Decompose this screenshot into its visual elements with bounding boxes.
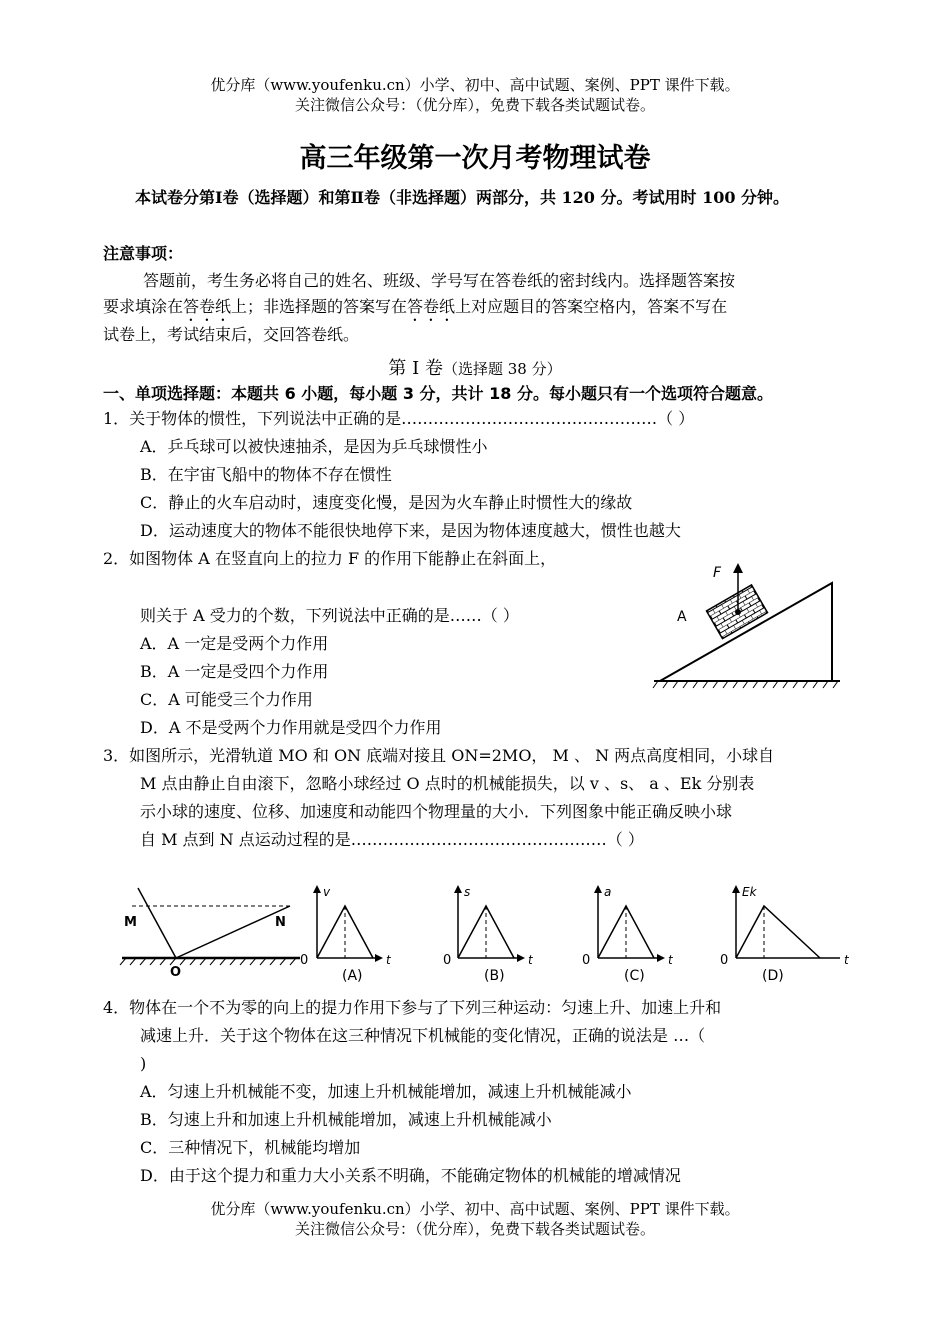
- section-title: 第 I 卷: [388, 358, 443, 379]
- graph-d-t-label: t: [844, 953, 849, 967]
- q4-option-d: D．由于这个提力和重力大小关系不明确，不能确定物体的机械能的增减情况: [140, 1166, 681, 1185]
- point-m-label: M: [124, 915, 137, 930]
- page-title: 高三年级第一次月考物理试卷: [299, 143, 651, 174]
- q2-option-d: D．A 不是受两个力作用就是受四个力作用: [140, 718, 442, 737]
- q3-line-3: 示小球的速度、位移、加速度和动能四个物理量的大小．下列图象中能正确反映小球: [140, 802, 733, 821]
- notice-line-3: 试卷上，考试结束后，交回答卷纸。: [103, 325, 360, 344]
- graph-a-axis-label: v: [323, 885, 331, 899]
- point-n-label: N: [275, 915, 286, 930]
- q3-line-1: 3．如图所示，光滑轨道 MO 和 ON 底端对接且 ON=2MO， M 、 N 两点高度相同，小球自: [103, 746, 775, 765]
- q4-line-2: 减速上升．关于这个物体在这三种情况下机械能的变化情况，正确的说法是 …（: [140, 1026, 706, 1045]
- ground-hatching: [653, 681, 838, 688]
- graph-c-axis-label: a: [604, 885, 612, 899]
- notice-line-1: 答题前，考生务必将自己的姓名、班级、学号写在答卷纸的密封线内。选择题答案按: [143, 271, 736, 290]
- incline-figure: [650, 555, 850, 695]
- graph-d-label: (D): [762, 968, 784, 984]
- force-label: F: [713, 565, 722, 581]
- section-1-title: [0, 354, 950, 380]
- q4-line-1: 4．物体在一个不为零的向上的提力作用下参与了下列三种运动：匀速上升、加速上升和: [103, 998, 722, 1017]
- graph-c-origin: 0: [582, 953, 591, 968]
- footer-line-1: 优分库（www.youfenku.cn）小学、初中、高中试题、案例、PPT 课件下载。: [210, 1200, 740, 1218]
- q1-option-b: B．在宇宙飞船中的物体不存在惯性: [140, 465, 392, 484]
- q2-stem: 2．如图物体 A 在竖直向上的拉力 F 的作用下能静止在斜面上，: [103, 549, 557, 568]
- graph-b-label: (B): [484, 968, 505, 984]
- notice-heading: 注意事项：: [103, 244, 184, 263]
- q3-line-2: M 点由静止自由滚下，忽略小球经过 O 点时的机械能损失，以 v 、s、 a 、Ek 分别表: [140, 774, 755, 793]
- q1-option-d: D．运动速度大的物体不能很快地停下来，是因为物体速度越大，惯性也越大: [140, 521, 681, 540]
- track-diagram: [120, 888, 300, 965]
- q1-option-a: A．乒乓球可以被快速抽杀，是因为乒乓球惯性小: [140, 437, 488, 456]
- q2-option-a: A．A 一定是受两个力作用: [140, 634, 329, 653]
- graph-d-axis-label: Ek: [742, 885, 757, 899]
- q4-option-b: B．匀速上升和加速上升机械能增加，减速上升机械能减小: [140, 1110, 552, 1129]
- graph-b-t-label: t: [528, 953, 533, 967]
- section-subtitle: （选择题 38 分）: [442, 360, 562, 378]
- q4-option-a: A．匀速上升机械能不变，加速上升机械能增加，减速上升机械能减小: [140, 1082, 632, 1101]
- answer-sheet-emphasis: 答卷纸: [407, 297, 456, 316]
- force-arrow-head: [733, 563, 743, 573]
- graph-c-label: (C): [624, 968, 645, 984]
- block-label: A: [677, 609, 687, 625]
- graph-b-origin: 0: [443, 953, 452, 968]
- footer-line-2: 关注微信公众号：（优分库），免费下载各类试题试卷。: [294, 1220, 655, 1238]
- part-1-heading: 一、单项选择题：本题共 6 小题，每小题 3 分，共计 18 分。每小题只有一个选项符合题意。: [103, 384, 773, 403]
- q4-option-c: C．三种情况下，机械能均增加: [140, 1138, 361, 1157]
- graph-c-t-label: t: [668, 953, 673, 967]
- point-o-label: O: [170, 965, 182, 980]
- graph-a-t-label: t: [386, 953, 391, 967]
- answer-sheet-emphasis: 答卷纸: [183, 297, 232, 316]
- q3-line-4: 自 M 点到 N 点运动过程的是…………………………………………（ ）: [140, 830, 644, 849]
- graph-a-origin: 0: [300, 953, 309, 968]
- graph-b-axis-label: s: [464, 885, 471, 899]
- track-and-graphs-figure: [110, 876, 860, 988]
- notice-text: 上对应题目的答案空格内，答案不写在: [455, 297, 728, 316]
- notice-text: 要求填涂在: [103, 297, 184, 316]
- graph-a-label: (A): [342, 968, 363, 984]
- header-line-1: 优分库（www.youfenku.cn）小学、初中、高中试题、案例、PPT 课件下载。: [210, 76, 740, 94]
- q2-option-b: B．A 一定是受四个力作用: [140, 662, 329, 681]
- q1-stem: 1．关于物体的惯性，下列说法中正确的是…………………………………………（ ）: [103, 409, 695, 428]
- exam-intro: 本试卷分第Ⅰ卷（选择题）和第Ⅱ卷（非选择题）两部分，共 120 分。考试用时 100 分钟。: [135, 188, 790, 207]
- q2-option-c: C．A 可能受三个力作用: [140, 690, 313, 709]
- q2-stem-2: 则关于 A 受力的个数，下列说法中正确的是……（ ）: [140, 606, 519, 625]
- header-line-2: 关注微信公众号：（优分库），免费下载各类试题试卷。: [294, 96, 655, 114]
- q4-line-3: ): [140, 1054, 147, 1073]
- notice-text: 上；非选择题的答案写在: [231, 297, 408, 316]
- q1-option-c: C．静止的火车启动时，速度变化慢，是因为火车静止时惯性大的缘故: [140, 493, 633, 512]
- graph-d-origin: 0: [720, 953, 729, 968]
